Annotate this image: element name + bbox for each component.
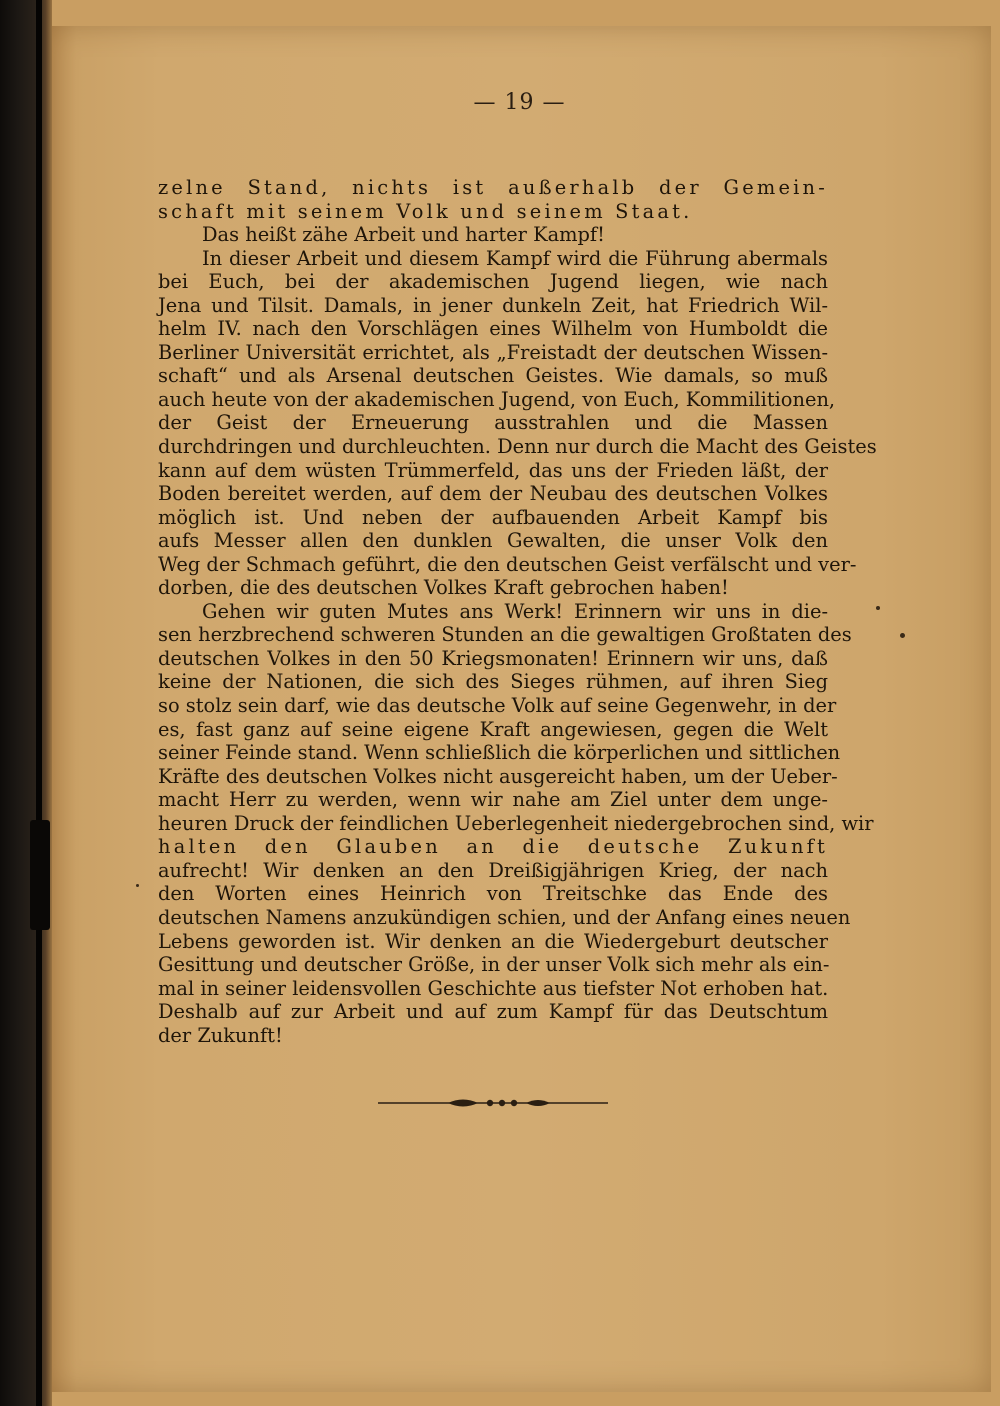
binding-mark: [30, 820, 50, 930]
text-line: aufrecht! Wir denken an den Dreißigjährigen Krieg, der nach: [158, 858, 828, 882]
text-line: der Zukunft!: [158, 1023, 283, 1047]
text-line: helm IV. nach den Vorschlägen eines Wilhelm von Humboldt die: [158, 317, 828, 341]
text-line: deutschen Volkes in den 50 Kriegsmonaten! Erinnern wir uns, daß: [158, 646, 828, 670]
text-line: Jena und Tilsit. Damals, in jener dunkeln Zeit, hat Friedrich Wil-: [158, 293, 828, 317]
text-line: bei Euch, bei der akademischen Jugend liegen, wie nach: [158, 270, 828, 294]
text-line: durchdringen und durchleuchten. Denn nur durch die Macht des Geistes: [158, 435, 877, 459]
text-line: Boden bereitet werden, auf dem der Neubau des deutschen Volkes: [158, 482, 828, 506]
text-line: Kräfte des deutschen Volkes nicht ausgereicht haben, um der Ueber-: [158, 764, 838, 788]
ink-speck: [136, 884, 139, 887]
text-line: zelne Stand, nichts ist außerhalb der Gemein-: [158, 176, 828, 199]
text-line: seiner Feinde stand. Wenn schließlich die körperlichen und sittlichen: [158, 741, 841, 765]
ink-speck: [876, 606, 880, 610]
text-line: Weg der Schmach geführt, die den deutschen Geist verfälscht und ver-: [158, 552, 857, 576]
text-line: sen herzbrechend schweren Stunden an die gewaltigen Großtaten des: [158, 623, 852, 647]
body-text: [158, 176, 877, 1047]
text-line: macht Herr zu werden, wenn wir nahe am Ziel unter dem unge-: [158, 788, 828, 812]
spine-edge: [36, 0, 42, 1406]
text-line: kann auf dem wüsten Trümmerfeld, das uns der Frieden läßt, der: [158, 458, 828, 482]
text-line: Das heißt zähe Arbeit und harter Kampf!: [202, 223, 605, 247]
text-line: dorben, die des deutschen Volkes Kraft gebrochen haben!: [158, 576, 729, 600]
text-line: möglich ist. Und neben der aufbauenden Arbeit Kampf bis: [158, 505, 828, 529]
text-line: aufs Messer allen den dunklen Gewalten, die unser Volk den: [158, 529, 828, 553]
ink-speck: [900, 633, 905, 638]
text-line: den Worten eines Heinrich von Treitschke das Ende des: [158, 882, 828, 906]
book-spine: [0, 0, 52, 1406]
text-line: schaft mit seinem Volk und seinem Staat.: [158, 199, 693, 223]
text-line: In dieser Arbeit und diesem Kampf wird die Führung abermals: [202, 246, 828, 270]
text-line: halten den Glauben an die deutsche Zukunft: [158, 835, 828, 859]
paper-page: [48, 26, 991, 1392]
text-line: so stolz sein darf, wie das deutsche Volk auf seine Gegenwehr, in der: [158, 694, 837, 718]
ornamental-rule-icon: [378, 1091, 608, 1115]
page-number: — 19 —: [473, 90, 566, 115]
text-line: Berliner Universität errichtet, als „Freistadt der deutschen Wissen-: [158, 340, 828, 364]
text-line: der Geist der Erneuerung ausstrahlen und die Massen: [158, 411, 828, 435]
text-line: schaft“ und als Arsenal deutschen Geistes. Wie damals, so muß: [158, 364, 828, 388]
text-line: deutschen Namens anzukündigen schien, und der Anfang eines neuen: [158, 905, 851, 929]
text-line: keine der Nationen, die sich des Sieges rühmen, auf ihren Sieg: [158, 670, 828, 694]
text-line: Gehen wir guten Mutes ans Werk! Erinnern wir uns in die-: [202, 599, 828, 623]
text-line: heuren Druck der feindlichen Ueberlegenheit niedergebrochen sind, wir: [158, 811, 874, 835]
text-line: auch heute von der akademischen Jugend, von Euch, Kommilitionen,: [158, 387, 836, 411]
text-line: Lebens geworden ist. Wir denken an die Wiedergeburt deutscher: [158, 929, 828, 953]
text-line: es, fast ganz auf seine eigene Kraft angewiesen, gegen die Welt: [158, 717, 828, 741]
text-line: Gesittung und deutscher Größe, in der unser Volk sich mehr als ein-: [158, 953, 830, 977]
text-line: Deshalb auf zur Arbeit und auf zum Kampf für das Deutschtum: [158, 1000, 828, 1024]
text-line: mal in seiner leidensvollen Geschichte aus tiefster Not erhoben hat.: [158, 976, 829, 1000]
